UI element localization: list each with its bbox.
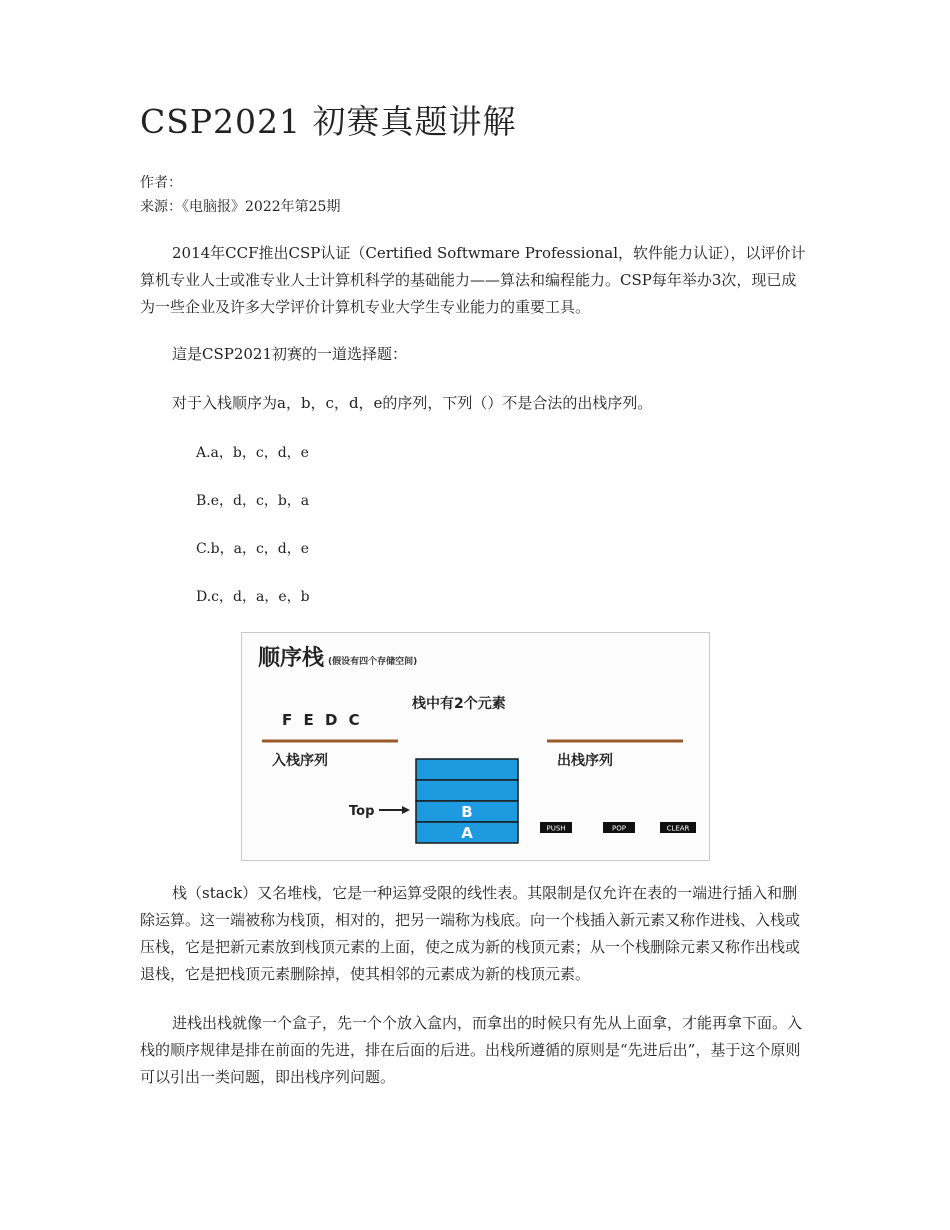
- figure-title: 顺序栈: [258, 646, 325, 671]
- intro-paragraph: 2014年CCF推出CSP认证（Certified Softwmare Professional，软件能力认证），以评价计算机专业人士或准专业人士计算机科学的基础能力——算法和编程能力。CSP每年举办3次，现已成为一些企业及许多大学评价计算机专业大学生专业能力的重要工具。: [140, 244, 806, 316]
- option-d: D.c，d，a，e，b: [196, 589, 310, 605]
- stack-cell-empty-1: [416, 759, 518, 780]
- push-button[interactable]: [540, 822, 572, 833]
- option-a: A.a，b，c，d，e: [196, 445, 309, 461]
- question-intro: 這是CSP2021初赛的一道选择题：: [172, 345, 408, 363]
- stack-cell-b-label: B: [461, 803, 473, 821]
- push-button-label: PUSH: [546, 824, 566, 833]
- stack-diagram: [241, 632, 710, 861]
- figure-subtitle: (假设有四个存储空间): [328, 657, 418, 667]
- input-sequence-label: 入栈序列: [272, 753, 328, 769]
- pop-button-label: POP: [612, 824, 626, 833]
- option-c: C.b，a，c，d，e: [196, 541, 310, 557]
- output-sequence-label: 出栈序列: [557, 753, 613, 769]
- page-title: CSP2021 初赛真题讲解: [140, 102, 517, 141]
- stack-analogy-paragraph: 进栈出栈就像一个盒子，先一个个放入盒内，而拿出的时候只有先从上面拿，才能再拿下面。入栈的顺序规律是排在前面的先进，排在后面的后进。出栈所遵循的原则是“先进后出”，基于这个原则可以引出一类问题，即出栈序列问题。: [140, 1014, 803, 1086]
- option-b: B.e，d，c，b，a: [196, 493, 310, 509]
- clear-button-label: CLEAR: [666, 824, 690, 833]
- question-text: 对于入栈顺序为a，b，c，d，e的序列，下列（）不是合法的出栈序列。: [172, 394, 653, 412]
- stack-cell-empty-2: [416, 780, 518, 801]
- clear-button[interactable]: [660, 822, 696, 833]
- author-line: 作者：: [140, 175, 182, 191]
- top-arrow-icon: [402, 806, 410, 814]
- source-line: 来源：《电脑报》2022年第25期: [140, 199, 341, 215]
- stack-definition-paragraph: 栈（stack）又名堆栈，它是一种运算受限的线性表。其限制是仅允许在表的一端进行插入和删除运算。这一端被称为栈顶，相对的，把另一端称为栈底。向一个栈插入新元素又称作进栈、入栈或压栈，它是把新元素放到栈顶元素的上面，使之成为新的栈顶元素；从一个栈删除元素又称作出栈或退栈，它是把栈顶元素删除掉，使其相邻的元素成为新的栈顶元素。: [140, 884, 801, 983]
- stack-diagram-svg: [242, 633, 709, 860]
- pending-elements: F E D C: [282, 711, 363, 729]
- top-label: Top: [349, 804, 375, 819]
- stack-cells: [416, 759, 518, 843]
- stack-cell-a-label: A: [461, 824, 473, 842]
- pop-button[interactable]: [603, 822, 635, 833]
- stack-status: 栈中有2个元素: [412, 696, 506, 712]
